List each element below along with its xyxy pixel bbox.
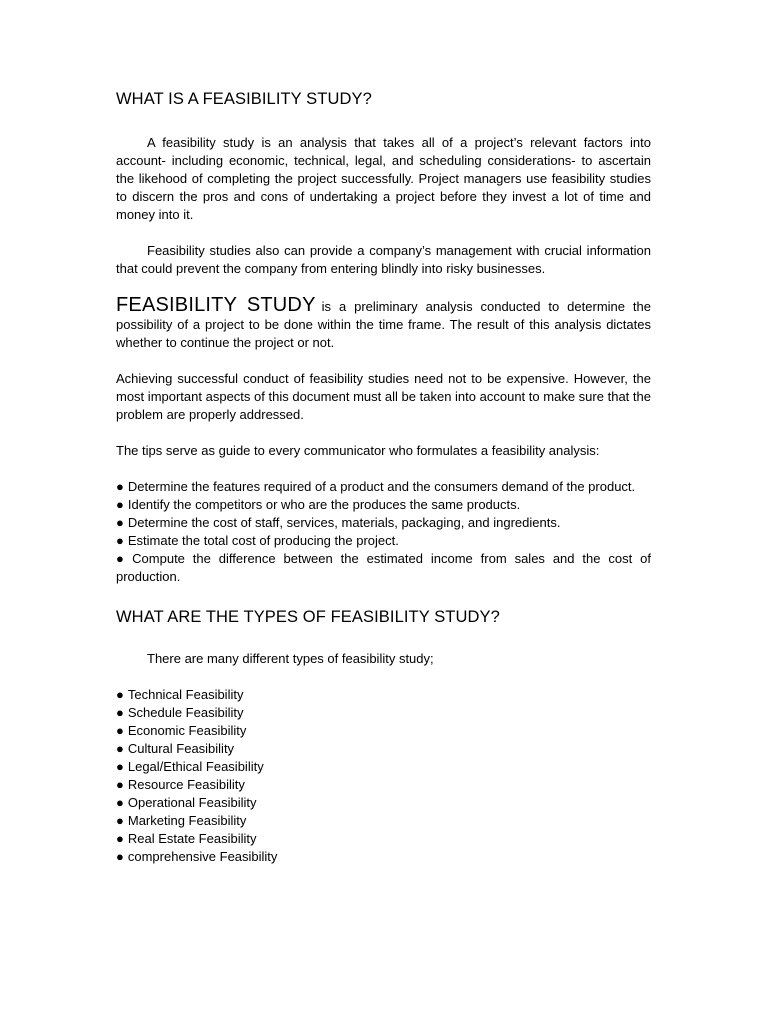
list-item: ● Estimate the total cost of producing the project. — [116, 533, 399, 548]
bullet-icon: ● — [116, 687, 124, 702]
definition-term: FEASIBILITY STUDY — [116, 294, 316, 316]
bullet-icon: ● — [116, 813, 124, 828]
bullet-icon: ● — [116, 551, 129, 566]
paragraph-successful-conduct: Achieving successful conduct of feasibility studies need not to be expensive. However, the most important aspects of this document must all be taken into account to make sure that the problem are properly addressed. — [116, 371, 651, 422]
bullet-icon: ● — [116, 831, 124, 846]
bullet-icon: ● — [116, 795, 124, 810]
paragraph-feasibility-study-definition — [116, 296, 651, 352]
heading-types-of-feasibility-study: WHAT ARE THE TYPES OF FEASIBILITY STUDY? — [116, 608, 500, 626]
paragraph-management-benefit: Feasibility studies also can provide a company’s management with crucial information that could prevent the company from entering blindly into risky businesses. — [116, 243, 651, 276]
bullet-icon: ● — [116, 515, 124, 530]
paragraph-tips-intro: The tips serve as guide to every communicator who formulates a feasibility analysis: — [116, 443, 600, 458]
list-item: ● Compute the difference between the estimated income from sales and the cost of production. — [116, 551, 651, 584]
tips-list — [116, 478, 651, 586]
list-item: ● Technical Feasibility — [116, 687, 244, 702]
list-item: ● Marketing Feasibility — [116, 813, 247, 828]
list-item: ● Real Estate Feasibility — [116, 831, 257, 846]
list-item: ● Determine the features required of a product and the consumers demand of the product. — [116, 479, 636, 494]
list-item: ● Cultural Feasibility — [116, 741, 235, 756]
bullet-icon: ● — [116, 849, 124, 864]
paragraph-definition-intro: A feasibility study is an analysis that takes all of a project’s relevant factors into account- including economic, technical, legal, and scheduling considerations- to ascertain the likehood of completing the project successfully. Project managers use feasibility studies to discern the pros and cons of undertaking a project before they invest a lot of time and money into it. — [116, 135, 651, 222]
list-item: ● Schedule Feasibility — [116, 705, 244, 720]
list-item: ● Resource Feasibility — [116, 777, 245, 792]
list-item: ● Legal/Ethical Feasibility — [116, 759, 264, 774]
bullet-icon: ● — [116, 777, 124, 792]
bullet-icon: ● — [116, 705, 124, 720]
bullet-icon: ● — [116, 479, 124, 494]
paragraph-types-intro: There are many different types of feasibility study; — [147, 651, 434, 666]
bullet-icon: ● — [116, 759, 124, 774]
types-list — [116, 686, 651, 866]
list-item: ● Economic Feasibility — [116, 723, 247, 738]
list-item: ● comprehensive Feasibility — [116, 849, 278, 864]
bullet-icon: ● — [116, 497, 124, 512]
list-item: ● Operational Feasibility — [116, 795, 257, 810]
list-item: ● Identify the competitors or who are the produces the same products. — [116, 497, 521, 512]
document-page — [116, 88, 651, 866]
heading-what-is-feasibility-study: WHAT IS A FEASIBILITY STUDY? — [116, 90, 372, 108]
definition-text: is a preliminary analysis conducted to determine the possibility of a project to be done within the time frame. The result of this analysis dictates whether to continue the project or not. — [116, 299, 651, 350]
bullet-icon: ● — [116, 741, 124, 756]
bullet-icon: ● — [116, 533, 124, 548]
list-item: ● Determine the cost of staff, services, materials, packaging, and ingredients. — [116, 515, 561, 530]
bullet-icon: ● — [116, 723, 124, 738]
